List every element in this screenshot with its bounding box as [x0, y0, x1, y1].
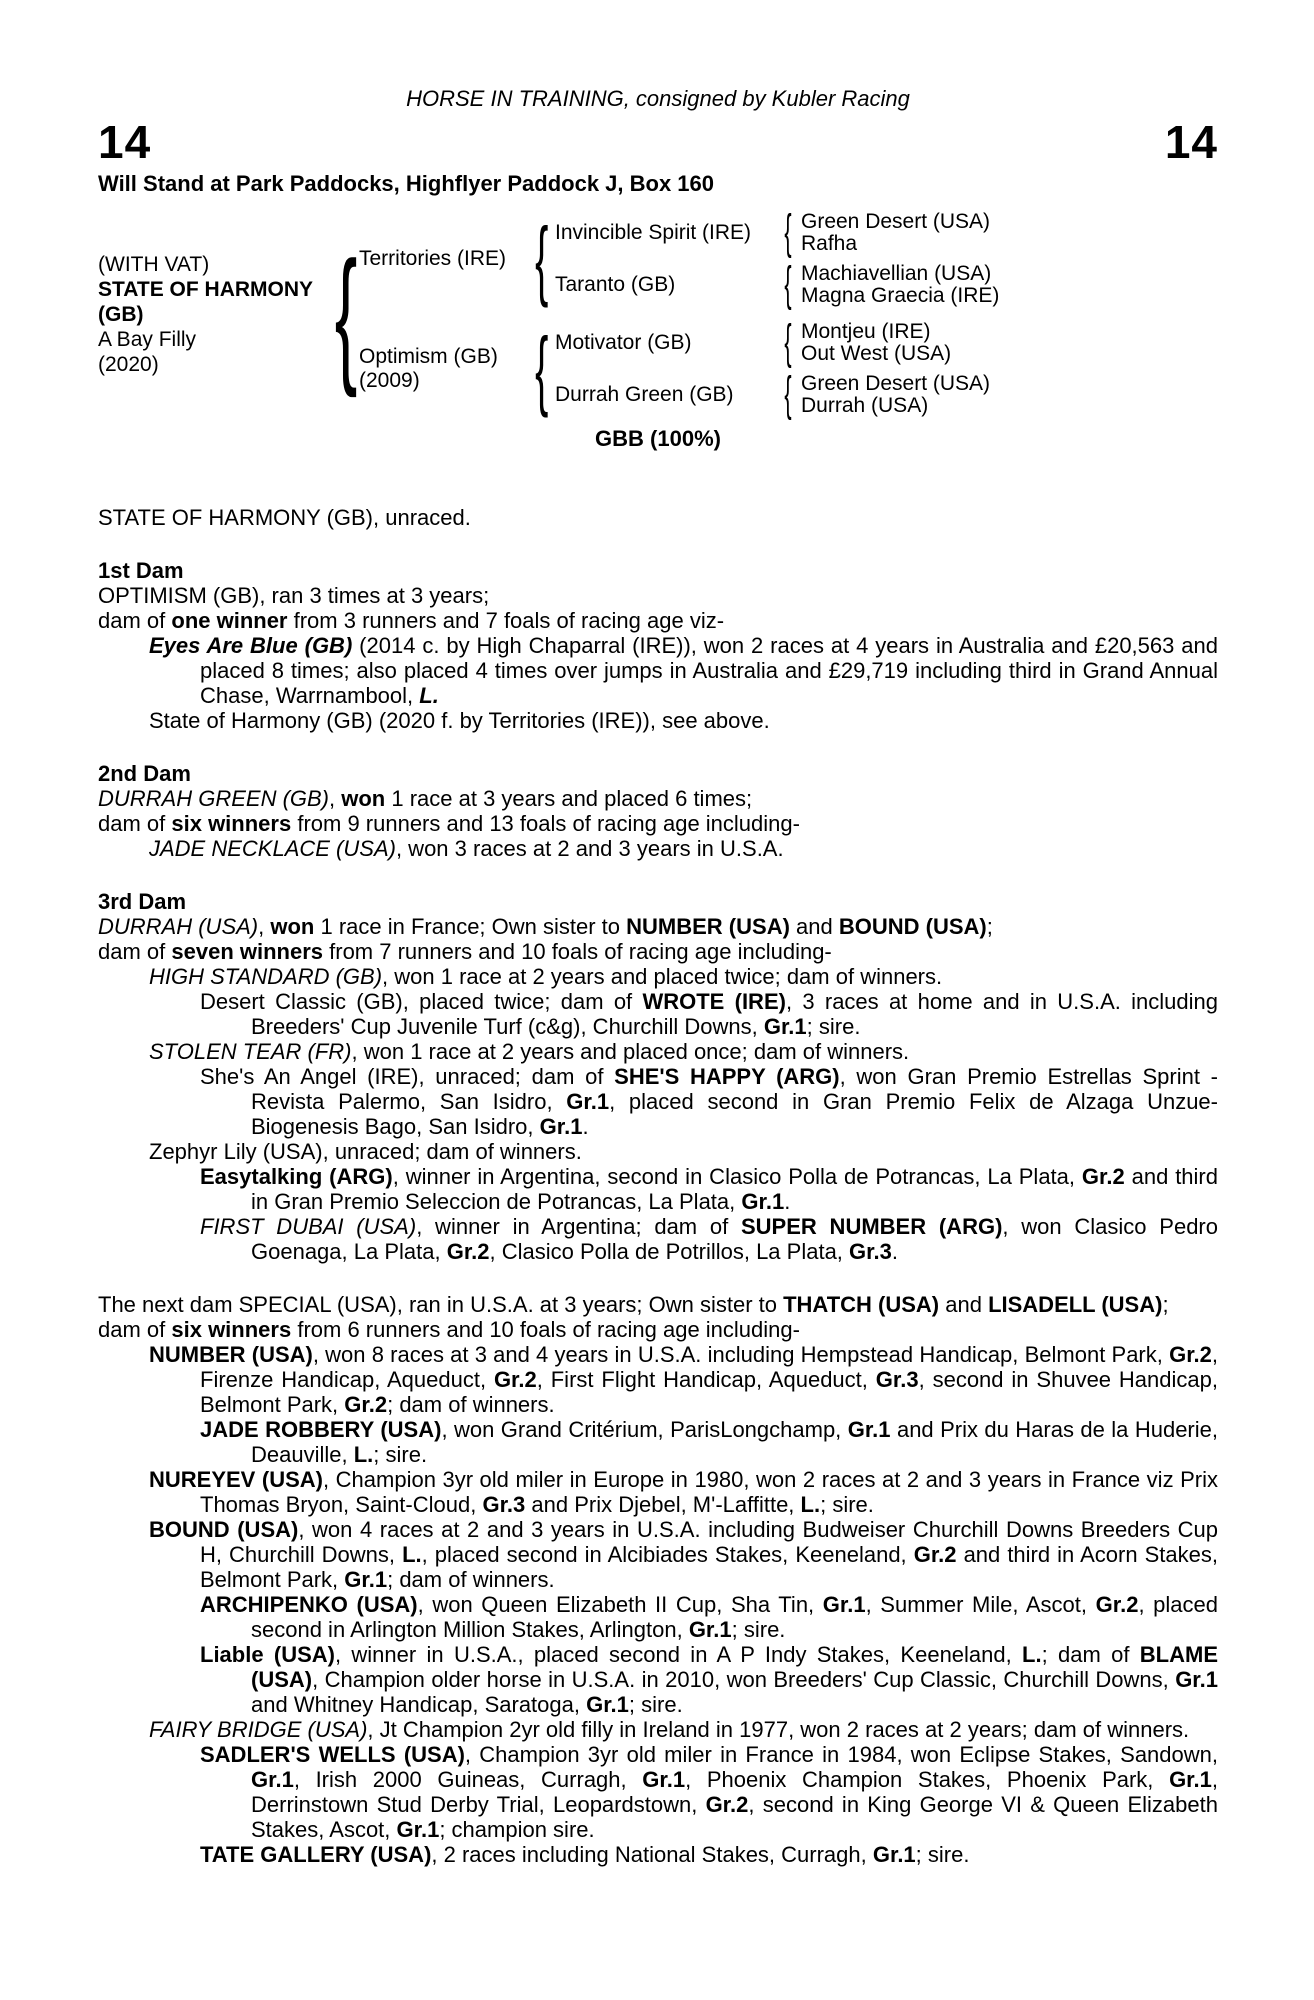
text-segment: ; sire.	[915, 1842, 970, 1867]
dam-section-heading	[98, 761, 1218, 786]
sire-sire-branch	[555, 209, 999, 257]
text-segment: ; sire.	[806, 1014, 861, 1039]
text-segment: NUREYEV (USA)	[149, 1467, 323, 1492]
text-segment: L.	[353, 1442, 374, 1467]
dam-sire-name: Motivator (GB)	[555, 331, 692, 354]
text-segment: Gr.1	[688, 1617, 732, 1642]
text-segment: Gr.2	[446, 1239, 490, 1264]
text-segment: Gr.2	[493, 1367, 537, 1392]
text-segment: (2014 c. by High Chaparral (IRE)), won 2 races at 4 years in Australia and £20,563 and placed 8 times; also placed 4 times over jumps in Australia and £29,719 including third in Grand Annual Chase, Warrnambool,	[200, 633, 1218, 708]
pedigree-brace-sire	[529, 215, 555, 303]
generation-2-column	[359, 204, 999, 424]
catalog-paragraph	[98, 836, 1218, 861]
vat-note: (WITH VAT)	[98, 252, 210, 276]
text-segment: , won Gran Premio Estrellas Sprint - Revista Palermo, San Isidro,	[251, 1064, 1218, 1114]
subject-description: A Bay Filly	[98, 327, 197, 351]
stand-location-line: Will Stand at Park Paddocks, Highflyer Paddock J, Box 160	[98, 171, 714, 196]
text-segment: dam of	[98, 608, 172, 633]
text-segment: , placed second in Alcibiades Stakes, Keeneland,	[421, 1542, 914, 1567]
sire-parents-column	[555, 207, 999, 311]
text-segment: Gr.1	[822, 1592, 866, 1617]
text-segment: won	[270, 914, 315, 939]
text-segment: ,	[258, 914, 271, 939]
text-segment: Gr.1	[872, 1842, 916, 1867]
brace-icon	[784, 319, 791, 367]
catalog-paragraph	[98, 1139, 1218, 1164]
text-segment: , winner in U.S.A., placed second in A P Indy Stakes, Keeneland,	[334, 1642, 1023, 1667]
pedigree-brace-small	[775, 209, 801, 257]
text-segment: , won Clasico Pedro Goenaga, La Plata,	[251, 1214, 1218, 1264]
catalog-paragraph	[98, 1064, 1218, 1139]
dam-section-heading	[98, 889, 1218, 914]
text-segment: Gr.1	[1175, 1667, 1218, 1692]
text-segment: , won 3 races at 2 and 3 years in U.S.A.	[395, 836, 784, 861]
text-segment: and	[789, 914, 839, 939]
text-segment: ; dam of winners.	[387, 1567, 555, 1592]
catalog-paragraph	[98, 1592, 1218, 1642]
text-segment: .	[582, 1114, 589, 1139]
text-segment: ; dam of winners.	[387, 1392, 555, 1417]
text-segment: Gr.1	[251, 1767, 294, 1792]
lot-number-right: 14	[1164, 116, 1218, 168]
ancestor-name: Durrah (USA)	[801, 394, 929, 417]
catalog-paragraph	[98, 1642, 1218, 1717]
text-segment: STOLEN TEAR (FR)	[149, 1039, 352, 1064]
catalog-paragraph	[98, 1317, 1218, 1342]
text-segment: SHE'S HAPPY (ARG)	[614, 1064, 840, 1089]
catalog-paragraph	[98, 633, 1218, 708]
text-segment: ; sire.	[373, 1442, 428, 1467]
dam-parents-column	[555, 317, 990, 421]
dam-name: Optimism (GB)	[359, 345, 498, 368]
text-segment: Gr.1	[642, 1767, 686, 1792]
text-segment: dam of	[98, 939, 172, 964]
text-segment: L.	[419, 683, 439, 708]
great-grandparents-pair	[801, 373, 990, 417]
text-segment: ; sire.	[820, 1492, 874, 1517]
text-segment: from 3 runners and 7 foals of racing age viz-	[287, 608, 725, 633]
text-segment: from 7 runners and 10 foals of racing age including-	[323, 939, 832, 964]
ancestor-name: Montjeu (IRE)	[801, 320, 931, 343]
catalog-paragraph	[98, 1039, 1218, 1064]
sire-name: Territories (IRE)	[359, 247, 507, 270]
text-segment: , second in King George VI & Queen Elizabeth Stakes, Ascot,	[251, 1792, 1218, 1842]
text-segment: six winners	[171, 811, 292, 836]
text-segment: LISADELL (USA)	[988, 1292, 1163, 1317]
text-segment: six winners	[171, 1317, 292, 1342]
text-segment: Easytalking (ARG)	[200, 1164, 393, 1189]
text-segment: , won 8 races at 3 and 4 years in U.S.A. including Hempstead Handicap, Belmont Park,	[312, 1342, 1170, 1367]
text-segment: , Phoenix Champion Stakes, Phoenix Park,	[685, 1767, 1170, 1792]
text-segment: Gr.1	[741, 1189, 785, 1214]
catalog-paragraph	[98, 583, 1218, 608]
text-segment: ,	[329, 786, 342, 811]
text-segment: FAIRY BRIDGE (USA)	[149, 1717, 368, 1742]
text-segment: and Prix du Haras de la Huderie, Deauville,	[251, 1417, 1218, 1467]
ancestor-name: Green Desert (USA)	[801, 372, 991, 395]
text-segment: OPTIMISM (GB), ran 3 times at 3 years;	[98, 583, 490, 608]
gbb-eligibility-line: GBB (100%)	[595, 426, 721, 451]
text-segment: , winner in Argentina; dam of	[416, 1214, 741, 1239]
catalog-paragraph	[98, 786, 1218, 811]
catalog-body	[98, 558, 1218, 1867]
text-segment: ; sire.	[731, 1617, 786, 1642]
text-segment: Gr.2	[913, 1542, 957, 1567]
text-segment: , winner in Argentina, second in Clasico Polla de Potrancas, La Plata,	[392, 1164, 1082, 1189]
text-segment: , won 1 race at 2 years and placed once; dam of winners.	[351, 1039, 910, 1064]
catalog-paragraph	[98, 1742, 1218, 1842]
dam-year: (2009)	[359, 369, 420, 392]
text-segment: seven winners	[171, 939, 324, 964]
text-segment: Desert Classic (GB), placed twice; dam of	[200, 989, 643, 1014]
pedigree-brace-main	[333, 239, 359, 389]
text-segment: , 3 races at home and in U.S.A. including Breeders' Cup Juvenile Turf (c&g), Churchill Downs,	[251, 989, 1218, 1039]
text-segment: Gr.1	[1169, 1767, 1212, 1792]
text-segment: , won 4 races at 2 and 3 years in U.S.A. including Budweiser Churchill Downs Breeders Cup H, Churchill Downs,	[200, 1517, 1218, 1567]
text-segment: and third in Gran Premio Seleccion de Potrancas, La Plata,	[251, 1164, 1218, 1214]
text-segment: ARCHIPENKO (USA)	[200, 1592, 418, 1617]
text-segment: , Firenze Handicap, Aqueduct,	[200, 1342, 1219, 1392]
text-segment: 3rd Dam	[98, 889, 187, 914]
text-segment: JADE NECKLACE (USA)	[149, 836, 396, 861]
text-segment: and	[939, 1292, 989, 1317]
catalog-paragraph	[98, 1214, 1218, 1264]
text-segment: L.	[1022, 1642, 1042, 1667]
text-segment: Gr.1	[586, 1692, 629, 1717]
ancestor-name: Magna Graecia (IRE)	[801, 284, 1000, 307]
text-segment: , 2 races including National Stakes, Curragh,	[431, 1842, 873, 1867]
text-segment: Liable (USA)	[200, 1642, 335, 1667]
text-segment: Gr.1	[566, 1089, 610, 1114]
text-segment: , Jt Champion 2yr old filly in Ireland in 1977, won 2 races at 2 years; dam of winners.	[367, 1717, 1190, 1742]
text-segment: State of Harmony (GB) (2020 f. by Territories (IRE)), see above.	[149, 708, 770, 733]
page-title: HORSE IN TRAINING, consigned by Kubler Racing	[406, 86, 910, 111]
text-segment: , placed second in Arlington Million Stakes, Arlington,	[251, 1592, 1218, 1642]
text-segment: Gr.3	[875, 1367, 919, 1392]
pedigree-brace-small	[775, 371, 801, 419]
catalog-paragraph	[98, 811, 1218, 836]
text-segment: .	[891, 1239, 898, 1264]
catalog-paragraph	[98, 989, 1218, 1039]
text-segment: ; sire.	[628, 1692, 683, 1717]
text-segment: ; dam of	[1041, 1642, 1140, 1667]
catalog-paragraph	[98, 1467, 1218, 1517]
subject-block	[98, 252, 333, 377]
text-segment: 1 race in France; Own sister to	[314, 914, 627, 939]
text-segment: DURRAH (USA)	[98, 914, 259, 939]
text-segment: Gr.1	[396, 1817, 440, 1842]
text-segment: , Champion 3yr old miler in France in 1984, won Eclipse Stakes, Sandown,	[464, 1742, 1218, 1767]
pedigree-brace-small	[775, 319, 801, 367]
text-segment: and third in Acorn Stakes, Belmont Park,	[200, 1542, 1219, 1592]
ancestor-name: Machiavellian (USA)	[801, 262, 992, 285]
catalog-paragraph	[98, 1717, 1218, 1742]
sire-dam-branch	[555, 261, 999, 309]
text-segment: from 6 runners and 10 foals of racing age including-	[291, 1317, 800, 1342]
dam-branch	[359, 317, 999, 421]
text-segment: , Clasico Polla de Potrillos, La Plata,	[489, 1239, 850, 1264]
catalog-paragraph	[98, 1842, 1218, 1867]
subject-year: (2020)	[98, 352, 159, 376]
text-segment: Gr.1	[539, 1114, 583, 1139]
text-segment: BOUND (USA)	[838, 914, 987, 939]
text-segment: Zephyr Lily (USA), unraced; dam of winners.	[149, 1139, 582, 1164]
text-segment: The next dam SPECIAL (USA), ran in U.S.A. at 3 years; Own sister to	[98, 1292, 784, 1317]
catalog-paragraph	[98, 1164, 1218, 1214]
text-segment: , Irish 2000 Guineas, Curragh,	[293, 1767, 643, 1792]
catalog-paragraph	[98, 964, 1218, 989]
text-segment: NUMBER (USA)	[626, 914, 790, 939]
brace-icon	[784, 261, 791, 309]
text-segment: Gr.2	[1081, 1164, 1125, 1189]
text-segment: dam of	[98, 811, 172, 836]
brace-icon	[535, 215, 548, 303]
dam-dam-branch	[555, 371, 990, 419]
text-segment: FIRST DUBAI (USA)	[200, 1214, 417, 1239]
dam-sire-branch	[555, 319, 990, 367]
text-segment: WROTE (IRE)	[642, 989, 786, 1014]
text-segment: , Champion older horse in U.S.A. in 2010, won Breeders' Cup Classic, Churchill Downs,	[312, 1667, 1176, 1692]
text-segment: Gr.1	[344, 1567, 388, 1592]
text-segment: L.	[402, 1542, 422, 1567]
sire-branch	[359, 207, 999, 311]
catalog-paragraph	[98, 1517, 1218, 1592]
text-segment: Gr.2	[705, 1792, 749, 1817]
catalog-content	[98, 0, 1218, 1867]
pedigree-table	[98, 204, 1218, 424]
text-segment: TATE GALLERY (USA)	[200, 1842, 432, 1867]
text-segment: ;	[986, 914, 993, 939]
text-segment: ;	[1162, 1292, 1169, 1317]
lot-number-left: 14	[98, 116, 152, 168]
catalog-paragraph	[98, 1292, 1218, 1317]
text-segment: , Champion 3yr old miler in Europe in 1980, won 2 races at 2 and 3 years in France viz Prix Thomas Bryon, Saint-Cloud,	[200, 1467, 1218, 1517]
text-segment: won	[341, 786, 386, 811]
text-segment: , won 1 race at 2 years and placed twice; dam of winners.	[382, 964, 943, 989]
brace-icon	[335, 239, 358, 389]
text-segment: Gr.1	[763, 1014, 807, 1039]
catalog-paragraph	[98, 939, 1218, 964]
text-segment: , Derrinstown Stud Derby Trial, Leopardstown,	[251, 1767, 1218, 1817]
dam-section-heading	[98, 558, 1218, 583]
text-segment: , First Flight Handicap, Aqueduct,	[536, 1367, 876, 1392]
text-segment: DURRAH GREEN (GB)	[98, 786, 330, 811]
subject-race-record-line: STATE OF HARMONY (GB), unraced.	[98, 505, 471, 530]
text-segment: , won Queen Elizabeth II Cup, Sha Tin,	[417, 1592, 823, 1617]
brace-icon	[535, 325, 548, 413]
catalog-paragraph	[98, 708, 1218, 733]
sire-sire-name: Invincible Spirit (IRE)	[555, 221, 752, 244]
text-segment: NUMBER (USA)	[149, 1342, 313, 1367]
lot-number-row	[98, 116, 1218, 168]
pedigree-brace-dam	[529, 325, 555, 413]
text-segment: Gr.2	[1095, 1592, 1139, 1617]
text-segment: and Whitney Handicap, Saratoga,	[251, 1692, 587, 1717]
text-segment: L.	[800, 1492, 821, 1517]
text-segment: , second in Shuvee Handicap, Belmont Park,	[200, 1367, 1218, 1417]
text-segment: HIGH STANDARD (GB)	[149, 964, 383, 989]
catalog-paragraph	[98, 914, 1218, 939]
text-segment: BOUND (USA)	[149, 1517, 299, 1542]
text-segment: 1st Dam	[98, 558, 184, 583]
text-segment: THATCH (USA)	[783, 1292, 940, 1317]
ancestor-name: Out West (USA)	[801, 342, 952, 365]
text-segment: Gr.1	[847, 1417, 891, 1442]
text-segment: one winner	[171, 608, 288, 633]
ancestor-name: Green Desert (USA)	[801, 210, 991, 233]
dam-dam-name: Durrah Green (GB)	[555, 383, 734, 406]
text-segment: Gr.2	[1169, 1342, 1212, 1367]
text-segment: 2nd Dam	[98, 761, 191, 786]
brace-icon	[784, 371, 791, 419]
great-grandparents-pair	[801, 263, 999, 307]
text-segment: Gr.2	[344, 1392, 388, 1417]
text-segment: SADLER'S WELLS (USA)	[200, 1742, 465, 1767]
catalog-paragraph	[98, 608, 1218, 633]
text-segment: She's An Angel (IRE), unraced; dam of	[200, 1064, 615, 1089]
text-segment: , placed second in Gran Premio Felix de Alzaga Unzue-Biogenesis Bago, San Isidro,	[251, 1089, 1218, 1139]
pedigree-brace-small	[775, 261, 801, 309]
great-grandparents-pair	[801, 211, 990, 255]
great-grandparents-pair	[801, 321, 951, 365]
catalog-paragraph	[98, 1342, 1218, 1417]
sire-dam-name: Taranto (GB)	[555, 273, 676, 296]
text-segment: Eyes Are Blue (GB)	[149, 633, 360, 658]
text-segment: JADE ROBBERY (USA)	[200, 1417, 442, 1442]
text-segment: from 9 runners and 13 foals of racing age including-	[291, 811, 800, 836]
text-segment: , won Grand Critérium, ParisLongchamp,	[441, 1417, 848, 1442]
ancestor-name: Rafha	[801, 232, 858, 255]
text-segment: SUPER NUMBER (ARG)	[741, 1214, 1003, 1239]
subject-horse-name: STATE OF HARMONY (GB)	[98, 277, 313, 326]
text-segment: and Prix Djebel, M'-Laffitte,	[525, 1492, 801, 1517]
text-segment: ; champion sire.	[439, 1817, 595, 1842]
text-segment: Gr.3	[482, 1492, 526, 1517]
text-segment: Gr.3	[849, 1239, 892, 1264]
brace-icon	[784, 209, 791, 257]
catalog-paragraph	[98, 1417, 1218, 1467]
text-segment: dam of	[98, 1317, 172, 1342]
text-segment: 1 race at 3 years and placed 6 times;	[385, 786, 753, 811]
text-segment: , Summer Mile, Ascot,	[865, 1592, 1096, 1617]
text-segment: BLAME (USA)	[251, 1642, 1218, 1692]
dam-name-block	[359, 345, 529, 393]
text-segment: .	[784, 1189, 791, 1214]
